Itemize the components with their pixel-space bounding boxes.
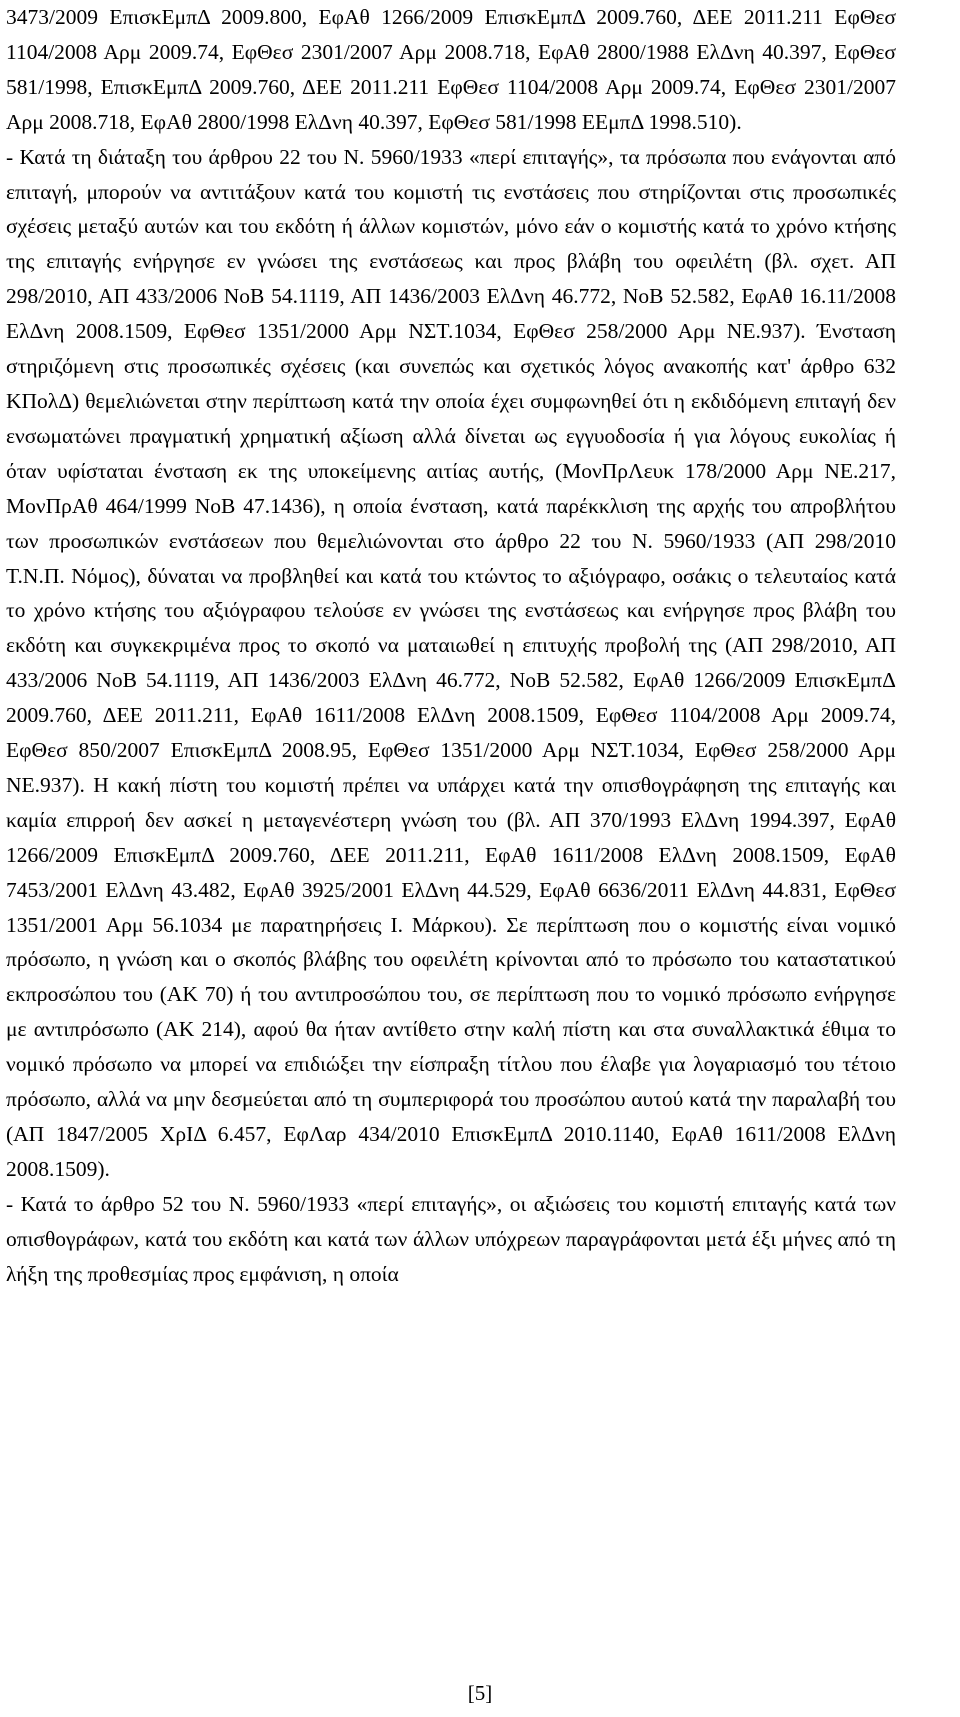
page-number: [5] (467, 1681, 493, 1705)
paragraph-article-52: - Κατά το άρθρο 52 του Ν. 5960/1933 «περί επιταγής», οι αξιώσεις του κομιστή επιταγής κατά των οπισθογράφων, κατά του εκδότη και κατά των άλλων υπόχρεων παραγράφονται μετά έξι μήνες από τη λήξη της προθεσμίας προς εμφάνιση, η οποία (6, 1191, 896, 1286)
paragraph-article-22: - Κατά τη διάταξη του άρθρου 22 του Ν. 5960/1933 «περί επιταγής», τα πρόσωπα που ενάγονται από επιταγή, μπορούν να αντιτάξουν κατά του κομιστή τις ενστάσεις που στηρίζονται στις προσωπικές σχέσεις μεταξύ αυτών και του εκδότη ή άλλων κομιστών, μόνο εάν ο κομιστής κατά το χρόνο κτήσης της επιταγής ενήργησε εν γνώσει της ενστάσεως και προς βλάβη του οφειλέτη (βλ. σχετ. ΑΠ 298/2010, ΑΠ 433/2006 ΝοΒ 54.1119, ΑΠ 1436/2003 ΕλΔνη 46.772, ΝοΒ 52.582, ΕφΑθ 16.11/2008 ΕλΔνη 2008.1509, ΕφΘεσ 1351/2000 Αρμ ΝΣΤ.1034, ΕφΘεσ 258/2000 Αρμ ΝΕ.937). Ένσταση στηριζόμενη στις προσωπικές σχέσεις (και συνεπώς και σχετικός λόγος ανακοπής κατ' άρθρο 632 ΚΠολΔ) θεμελιώνεται στην περίπτωση κατά την οποία έχει συμφωνηθεί ότι η εκδιδόμενη επιταγή δεν ενσωματώνει πραγματική χρηματική αξίωση αλλά δίνεται ως εγγυοδοσία ή για λόγους ευκολίας ή όταν υφίσταται ένσταση εκ της υποκείμενης αιτίας αυτής, (ΜονΠρΛευκ 178/2000 Αρμ ΝΕ.217, ΜονΠρΑθ 464/1999 ΝοΒ 47.1436), η οποία ένσταση, κατά παρέκκλιση της αρχής του απροβλήτου των προσωπικών ενστάσεων που θεμελιώνονται στο άρθρο 22 του Ν. 5960/1933 (ΑΠ 298/2010 Τ.Ν.Π. Νόμος), δύναται να προβληθεί και κατά του κτώντος το αξιόγραφο, οσάκις ο τελευταίος κατά το χρόνο κτήσης του αξιόγραφου τελούσε εν γνώσει της ενστάσεως και ενήργησε προς βλάβη του εκδότη και συγκεκριμένα προς το σκοπό να ματαιωθεί η επιτυχής προβολή της (ΑΠ 298/2010, ΑΠ 433/2006 ΝοΒ 54.1119, ΑΠ 1436/2003 ΕλΔνη 46.772, ΝοΒ 52.582, ΕφΑθ 1266/2009 ΕπισκΕμπΔ 2009.760, ΔΕΕ 2011.211, ΕφΑθ 1611/2008 ΕλΔνη 2008.1509, ΕφΘεσ 1104/2008 Αρμ 2009.74, ΕφΘεσ 850/2007 ΕπισκΕμπΔ 2008.95, ΕφΘεσ 1351/2000 Αρμ ΝΣΤ.1034, ΕφΘεσ 258/2000 Αρμ ΝΕ.937). Η κακή πίστη του κομιστή πρέπει να υπάρχει κατά την οπισθογράφηση της επιταγής και καμία επιρροή δεν ασκεί η μεταγενέστερη γνώση του (βλ. ΑΠ 370/1993 ΕλΔνη 1994.397, ΕφΑθ 1266/2009 ΕπισκΕμπΔ 2009.760, ΔΕΕ 2011.211, ΕφΑθ 1611/2008 ΕλΔνη 2008.1509, ΕφΑθ 7453/2001 ΕλΔνη 43.482, ΕφΑθ 3925/2001 ΕλΔνη 44.529, ΕφΑθ 6636/2011 ΕλΔνη 44.831, ΕφΘεσ 1351/2001 Αρμ 56.1034 με παρατηρήσεις Ι. Μάρκου). Σε περίπτωση που ο κομιστής είναι νομικό πρόσωπο, η γνώση και ο σκοπός βλάβης του οφειλέτη κρίνονται από το πρόσωπο του καταστατικού εκπροσώπου του (ΑΚ 70) ή του αντιπροσώπου του, σε περίπτωση που το νομικό πρόσωπο ενήργησε με αντιπρόσωπο (ΑΚ 214), αφού θα ήταν αντίθετο στην καλή πίστη και στα συναλλακτικά έθιμα το νομικό πρόσωπο να μπορεί να επιδιώξει την είσπραξη τίτλου που έλαβε για λογαριασμό του τέτοιο πρόσωπο, αλλά να μην δεσμεύεται από τη συμπεριφορά του προσώπου αυτού κατά την παραλαβή του (ΑΠ 1847/2005 ΧρΙΔ 6.457, ΕφΛαρ 434/2010 ΕπισκΕμπΔ 2010.1140, ΕφΑθ 1611/2008 ΕλΔνη 2008.1509). (6, 144, 896, 1181)
paragraph-citations: 3473/2009 ΕπισκΕμπΔ 2009.800, ΕφΑθ 1266/2009 ΕπισκΕμπΔ 2009.760, ΔΕΕ 2011.211 ΕφΘεσ 1104/2008 Αρμ 2009.74, ΕφΘεσ 2301/2007 Αρμ 2008.718, ΕφΑθ 2800/1988 ΕλΔνη 40.397, ΕφΘεσ 581/1998, ΕπισκΕμπΔ 2009.760, ΔΕΕ 2011.211 ΕφΘεσ 1104/2008 Αρμ 2009.74, ΕφΘεσ 2301/2007 Αρμ 2008.718, ΕφΑθ 2800/1998 ΕλΔνη 40.397, ΕφΘεσ 581/1998 ΕΕμπΔ 1998.510). (6, 5, 896, 134)
